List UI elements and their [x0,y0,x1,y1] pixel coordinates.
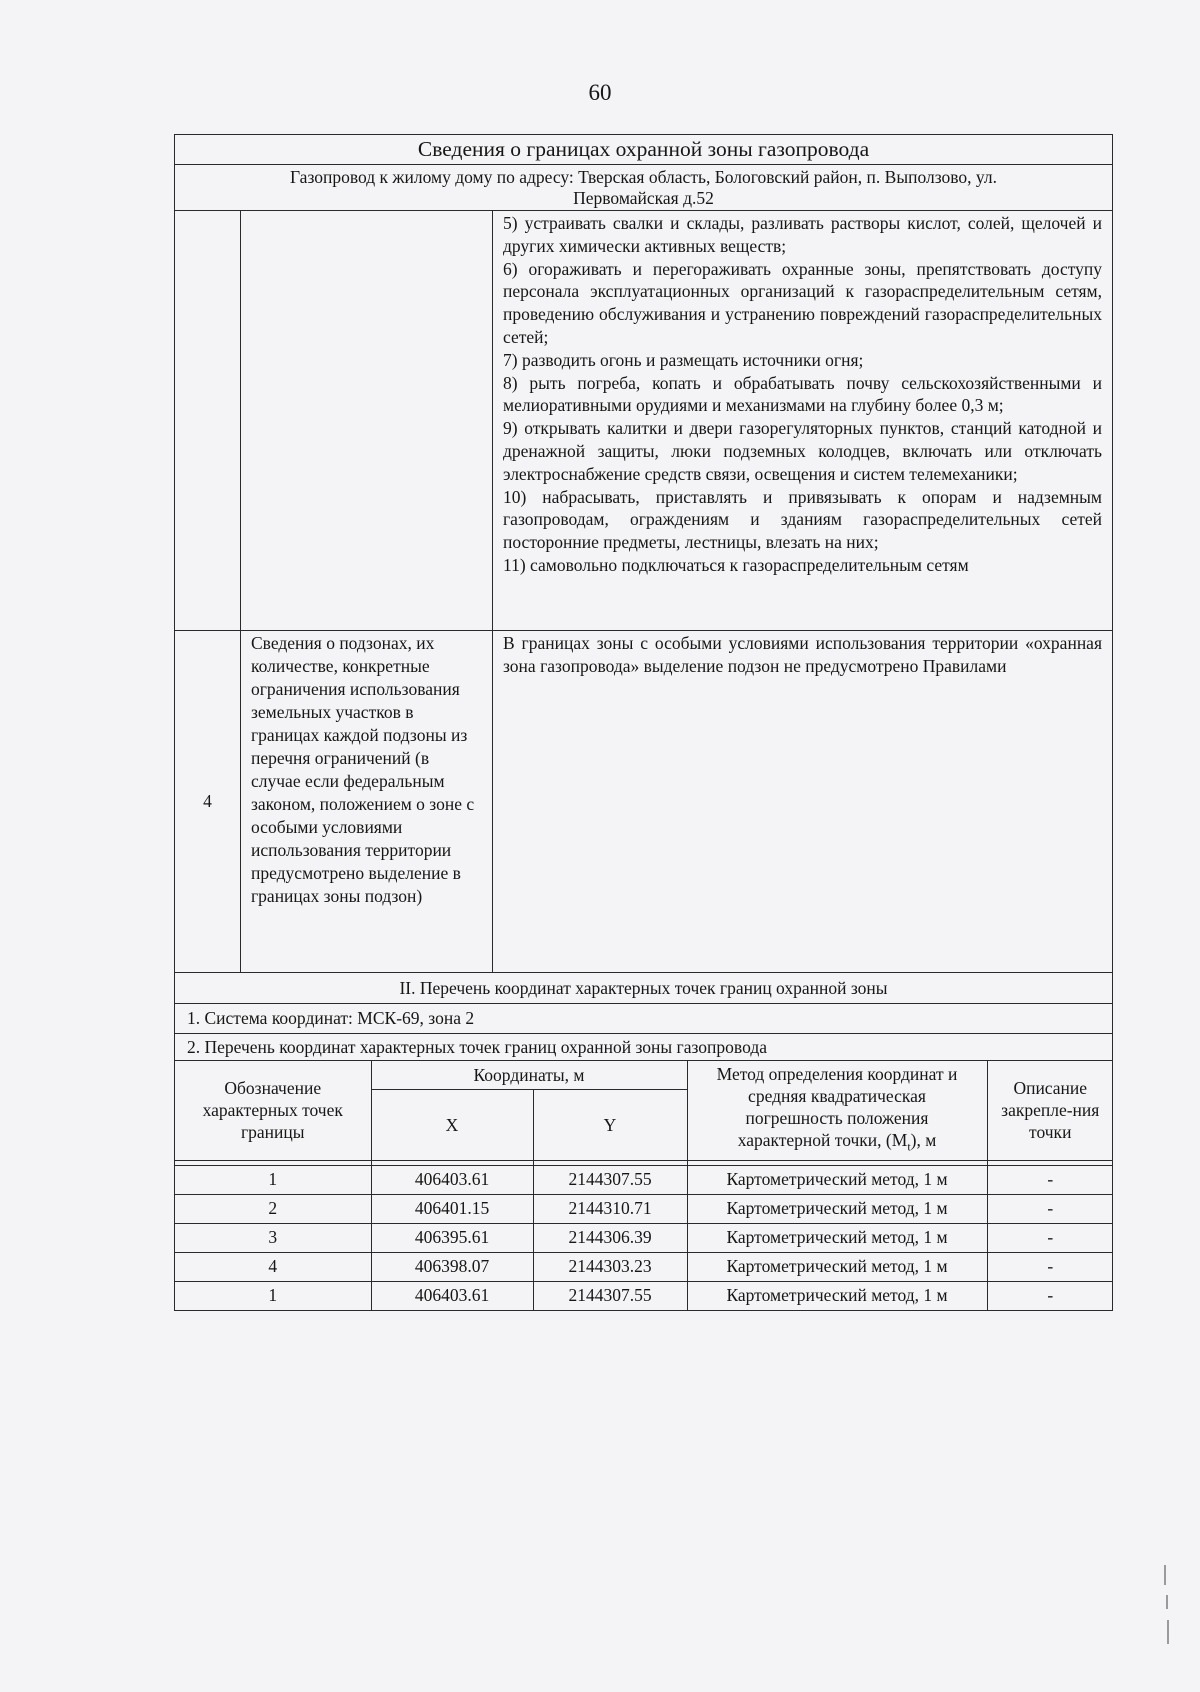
desc-cell: - [987,1223,1113,1252]
header-coords: Координаты, м [371,1061,687,1089]
coord-list-title-row [175,1034,1113,1061]
table-row [175,1223,1113,1252]
restriction-item: 8) рыть погреба, копать и обрабатывать почву сельскохозяйственными и мелиоративными орудиями и механизмами на глубину более 0,3 м; [503,372,1102,416]
table-row [175,1165,1113,1194]
restriction-item: 6) огораживать и перегораживать охранные зоны, препятствовать доступу персонала эксплуатационных организаций к газораспределительным сетям, проведению обслуживания и устранению повреждений газораспределительных сетей; [503,258,1102,347]
coordinates-table [175,1061,1113,1310]
section2-title: II. Перечень координат характерных точек границ охранной зоны [175,973,1113,1004]
restriction-item: 7) разводить огонь и размещать источники огня; [503,349,864,370]
subtitle-line-1: Газопровод к жилому дому по адресу: Тверская область, Бологовский район, п. Выползово, ул. [290,167,997,187]
point-cell: 4 [175,1252,371,1281]
coord-header-row [175,1061,1113,1089]
method-cell: Картометрический метод, 1 м [687,1281,987,1310]
subtitle-row [175,165,1113,211]
header-method-tail: ), м [910,1130,937,1150]
scan-mark [1167,1620,1169,1644]
table-row [175,1252,1113,1281]
point-cell: 3 [175,1223,371,1252]
y-cell: 2144307.55 [533,1281,687,1310]
scan-mark [1164,1565,1166,1585]
row-number-empty [175,211,241,631]
scan-mark [1166,1595,1168,1609]
subzones-row [175,631,1113,973]
desc-cell: - [987,1165,1113,1194]
coord-system: 1. Система координат: МСК-69, зона 2 [175,1004,1113,1034]
row-number: 4 [175,631,241,973]
desc-cell: - [987,1252,1113,1281]
point-cell: 1 [175,1281,371,1310]
coord-table-wrap [175,1061,1113,1311]
restriction-item: 9) открывать калитки и двери газорегуляторных пунктов, станций катодной и дренажной защиты, люки подземных колодцев, включать или отключать электроснабжение средств связи, освещения и систем телемеханики; [503,418,1102,484]
page-number: 60 [588,80,612,105]
x-cell: 406398.07 [371,1252,533,1281]
x-cell: 406395.61 [371,1223,533,1252]
coord-system-row [175,1004,1113,1034]
header-method-subscript: t [907,1139,911,1154]
header-method [687,1061,987,1160]
restriction-item: 11) самовольно подключаться к газораспределительным сетям [503,554,969,575]
coord-list-title: 2. Перечень координат характерных точек границ охранной зоны газопровода [175,1034,1113,1061]
point-cell: 2 [175,1194,371,1223]
table-title: Сведения о границах охранной зоны газопровода [175,135,1113,165]
subzones-value: В границах зоны с особыми условиями использования территории «охранная зона газопровода» выделение подзон не предусмотрено Правилами [493,631,1113,973]
y-cell: 2144307.55 [533,1165,687,1194]
coord-table-row [175,1061,1113,1311]
y-cell: 2144306.39 [533,1223,687,1252]
restriction-item: 10) набрасывать, приставлять и привязывать к опорам и надземным газопроводам, ограждениям и зданиям газораспределительных сетей посторонние предметы, лестницы, влезать на них; [503,486,1102,553]
x-cell: 406403.61 [371,1165,533,1194]
method-cell: Картометрический метод, 1 м [687,1252,987,1281]
header-method-text: Метод определения координат и средняя квадратическая погрешность положения характерной точки, (M [716,1064,958,1150]
header-point: Обозначение характерных точек границы [175,1061,371,1160]
method-cell: Картометрический метод, 1 м [687,1165,987,1194]
table-row [175,1194,1113,1223]
header-desc: Описание закрепле-ния точки [987,1061,1113,1160]
subzones-name: Сведения о подзонах, их количестве, конкретные ограничения использования земельных участков в границах каждой подзоны из перечня ограничений (в случае если федеральным законом, положением о зоне с особыми условиями использования территории предусмотрено выделение в границах зоны подзон) [241,631,493,973]
x-cell: 406403.61 [371,1281,533,1310]
y-cell: 2144310.71 [533,1194,687,1223]
subtitle-line-2: Первомайская д.52 [573,188,714,208]
method-cell: Картометрический метод, 1 м [687,1194,987,1223]
header-x: X [371,1089,533,1160]
restrictions-list [493,211,1113,631]
x-cell: 406401.15 [371,1194,533,1223]
method-cell: Картометрический метод, 1 м [687,1223,987,1252]
row-name-empty [241,211,493,631]
protection-zone-table [174,134,1113,1311]
title-row [175,135,1113,165]
restrictions-row [175,211,1113,631]
header-y: Y [533,1089,687,1160]
table-subtitle [175,165,1113,211]
desc-cell: - [987,1194,1113,1223]
y-cell: 2144303.23 [533,1252,687,1281]
restriction-item: 5) устраивать свалки и склады, разливать растворы кислот, солей, щелочей и других химически активных веществ; [503,213,1102,256]
point-cell: 1 [175,1165,371,1194]
desc-cell: - [987,1281,1113,1310]
section2-row [175,973,1113,1004]
table-row [175,1281,1113,1310]
